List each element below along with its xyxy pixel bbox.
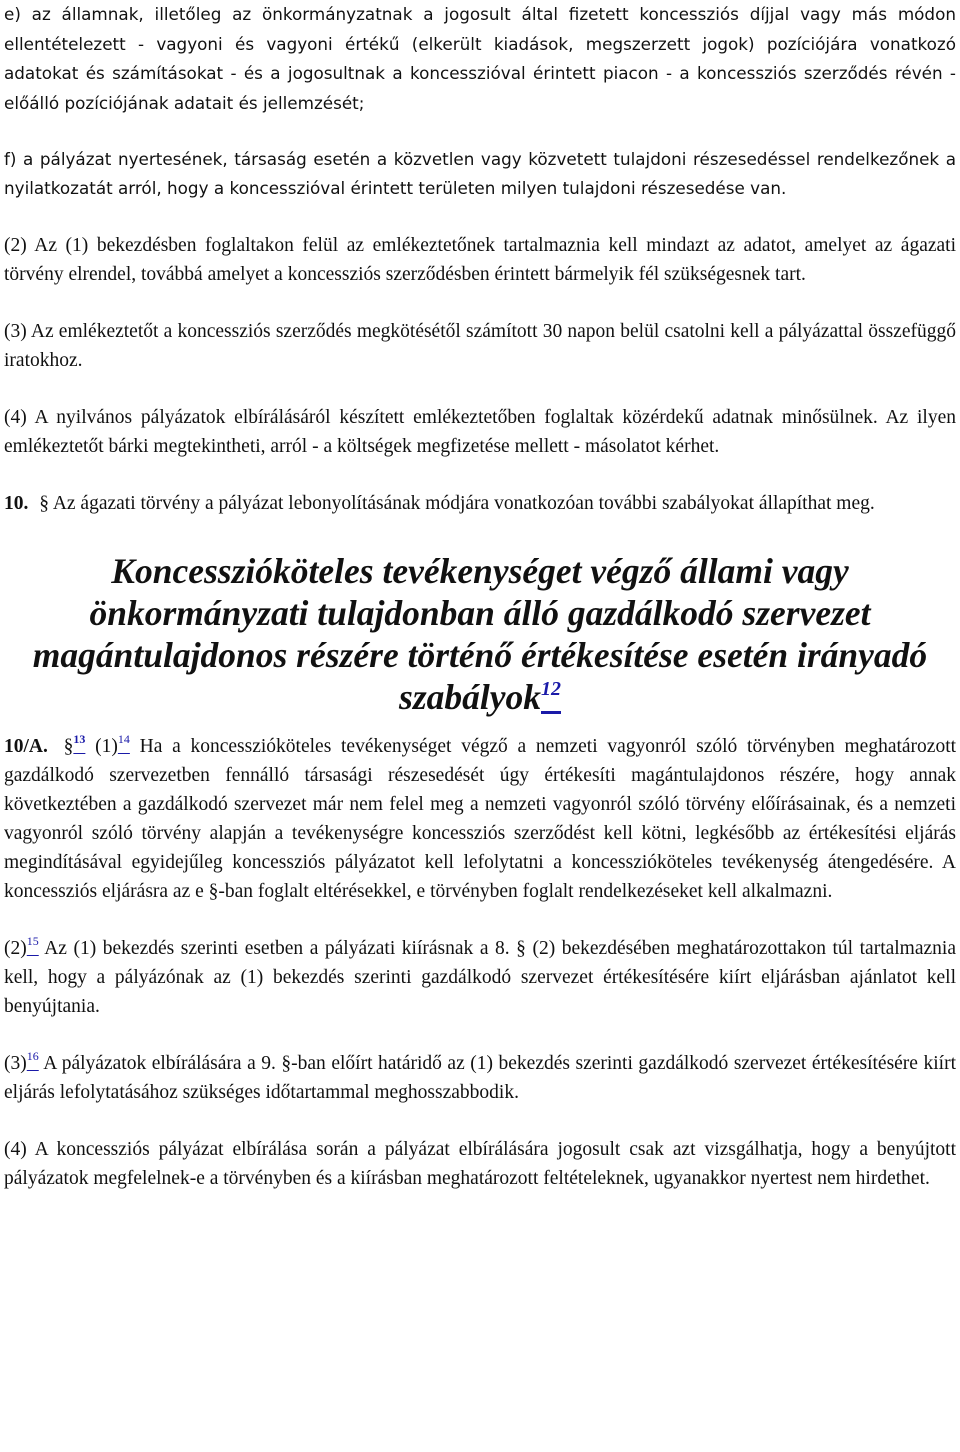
paragraph-2: (2) Az (1) bekezdésben foglaltakon felül az emlékeztetőnek tartalmaznia kell mindazt az adatot, amelyet az ágazati törvény elrendel, továbbá amelyet a koncessziós szerződésben érintett bármelyik fél szükségesnek tart. xyxy=(4,235,956,285)
section-10 xyxy=(4,489,956,518)
section-10a-paragraph-2 xyxy=(4,934,956,1021)
section-number: 10. xyxy=(4,493,29,514)
footnote-link-16[interactable]: 16 xyxy=(26,1049,39,1063)
paragraph-3: (3) Az emlékeztetőt a koncessziós szerződés megkötésétől számított 30 napon belül csatolni kell a pályázattal összefüggő iratokhoz. xyxy=(4,321,956,371)
section-10-text: Az ágazati törvény a pályázat lebonyolításának módjára vonatkozóan további szabályokat állapíthat meg. xyxy=(52,493,875,514)
section-sign: § xyxy=(39,493,49,514)
paragraph-text: Ha a koncesszióköteles tevékenységet végző a nemzeti vagyonról szóló törvényben meghatározott gazdálkodó szervezetben fennálló társasági részesedését úgy értékesíti magántulajdonos részére, hogy annak következtében a gazdálkodó szervezet már nem felel meg a nemzeti vagyonról szóló törvény előírásainak, és a nemzeti vagyonról szóló törvény alapján a tevékenységre koncessziós szerződést kell kötni, legkésőbb az értékesítési eljárás megindításával egyidejűleg koncessziós pályázatot kell lefolytatni a koncesszióköteles tevékenység átengedésére. A koncessziós eljárásra az e §-ban foglalt eltérésekkel, e törvényben foglalt rendelkezéseket kell alkalmazni. xyxy=(4,736,957,902)
footnote-link-15[interactable]: 15 xyxy=(26,934,39,948)
paragraph-text: Az (1) bekezdés szerinti esetben a pályázati kiírásnak a 8. § (2) bekezdésében meghatározottakon túl tartalmaznia kell, hogy a pályázónak az (1) bekezdés szerinti gazdálkodó szervezet értékesítésére kiírt eljárásban ajánlatot kell benyújtania. xyxy=(4,938,956,1017)
paragraph-label: (3) xyxy=(4,1053,27,1074)
paragraph-f: f) a pályázat nyertesének, társaság esetén a közvetlen vagy közvetett tulajdoni részesedéssel rendelkezőnek a nyilatkozatát arról, hogy a koncesszióval érintett területen milyen tulajdoni részesedése van. xyxy=(4,149,956,198)
section-number: 10/A. xyxy=(4,736,48,757)
section-10a-paragraph-4: (4) A koncessziós pályázat elbírálása során a pályázat elbírálására jogosult csak azt vizsgálhatja, hogy a benyújtott pályázatok megfelelnek-e a törvényben és a kiírásban meghatározott feltételeknek, ugyanakkor nyertest nem hirdethet. xyxy=(4,1139,956,1189)
heading-line-1: Koncesszióköteles tevékenységet végző állami vagy xyxy=(111,551,849,591)
paragraph-label: (1) xyxy=(95,736,118,757)
paragraph-label: (2) xyxy=(4,938,27,959)
heading-line-3: magántulajdonos részére történő értékesítése esetén irányadó xyxy=(32,635,928,675)
paragraph-text: A pályázatok elbírálására a 9. §-ban előírt határidő az (1) bekezdés szerinti gazdálkodó szervezet értékesítésére kiírt eljárás lefolytatásához szükséges időtartammal meghosszabbodik. xyxy=(4,1053,956,1103)
heading-line-2: önkormányzati tulajdonban álló gazdálkodó szervezet xyxy=(89,593,871,633)
document-page xyxy=(4,0,956,1193)
section-heading xyxy=(4,550,956,718)
footnote-link-14[interactable]: 14 xyxy=(117,732,130,746)
heading-line-4: szabályok xyxy=(399,677,541,717)
section-10a-paragraph-1 xyxy=(4,732,956,906)
section-10a-paragraph-3 xyxy=(4,1049,956,1107)
section-sign: § xyxy=(63,736,74,757)
paragraph-e: e) az államnak, illetőleg az önkormányzatnak a jogosult által fizetett koncessziós díjjal vagy más módon ellentételezett - vagyoni és vagyoni értékű (elkerült kiadások, megszerzett jogok) pozíciójára vonatkozó adatokat és számításokat - és a jogosultnak a koncesszióval érintett piacon - a koncessziós szerződés révén - előálló pozíciójának adatait és jellemzését; xyxy=(4,4,956,113)
paragraph-4: (4) A nyilvános pályázatok elbírálásáról készített emlékeztetőben foglaltak közérdekű adatnak minősülnek. Az ilyen emlékeztetőt bárki megtekintheti, arról - a költségek megfizetése mellett - másolatot kérhet. xyxy=(4,407,956,457)
footnote-link-13[interactable]: 13 xyxy=(73,732,86,746)
footnote-link-12[interactable]: 12 xyxy=(541,678,561,700)
